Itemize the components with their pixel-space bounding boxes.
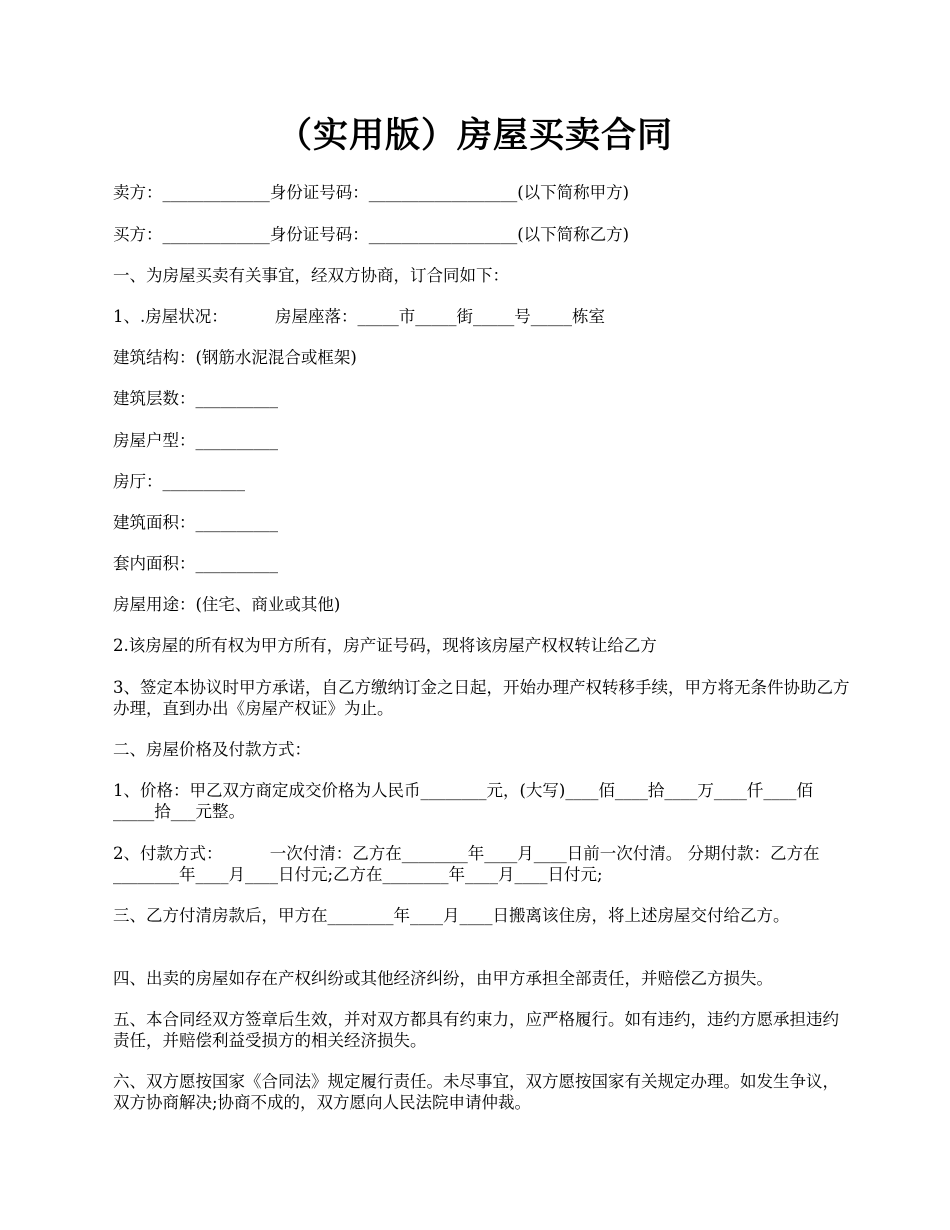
house-status-line: 1、.房屋状况： 房屋座落：_____市_____街_____号_____栋室	[113, 307, 605, 326]
inner-area-line: 套内面积：__________	[113, 554, 278, 573]
buyer-line: 买方：_____________身份证号码：__________________(以下简称乙方)	[113, 225, 630, 244]
section-five-clause: 五、本合同经双方签章后生效，并对双方都具有约束力，应严格履行。如有违约，违约方愿承担违约责任，并赔偿利益受损方的相关经济损失。	[113, 1010, 839, 1050]
section-one-heading: 一、为房屋买卖有关事宜，经双方协商，订合同如下：	[113, 266, 509, 285]
section-six-clause: 六、双方愿按国家《合同法》规定履行责任。未尽事宜，双方愿按国家有关规定办理。如发生争议，双方协商解决;协商不成的，双方愿向人民法院申请仲裁。	[113, 1072, 839, 1112]
room-hall-line: 房厅：__________	[113, 472, 245, 491]
price-clause: 1、价格：甲乙双方商定成交价格为人民币________元，(大写)____佰____拾____万____仟____佰_____拾___元整。	[113, 781, 813, 821]
building-floors-line: 建筑层数：__________	[113, 389, 278, 408]
payment-method-clause: 2、付款方式： 一次付清：乙方在________年____月____日前一次付清。 分期付款：乙方在________年____月____日付元;乙方在________年____月____日付元;	[113, 844, 820, 884]
commitment-clause: 3、签定本协议时甲方承诺，自乙方缴纳订金之日起，开始办理产权转移手续，甲方将无条件协助乙方办理，直到办出《房屋产权证》为止。	[113, 678, 850, 718]
section-three-clause: 三、乙方付清房款后，甲方在________年____月____日搬离该住房，将上述房屋交付给乙方。	[113, 906, 790, 925]
building-area-line: 建筑面积：__________	[113, 513, 278, 532]
section-four-clause: 四、出卖的房屋如存在产权纠纷或其他经济纠纷，由甲方承担全部责任，并赔偿乙方损失。	[113, 969, 773, 988]
section-two-heading: 二、房屋价格及付款方式：	[113, 740, 311, 759]
house-usage-line: 房屋用途：(住宅、商业或其他)	[113, 595, 341, 614]
house-type-line: 房屋户型：__________	[113, 431, 278, 450]
document-title: （实用版）房屋买卖合同	[276, 115, 673, 156]
building-structure-line: 建筑结构：(钢筋水泥混合或框架)	[113, 348, 357, 367]
seller-line: 卖方：_____________身份证号码：__________________(以下简称甲方)	[113, 183, 630, 202]
ownership-clause: 2.该房屋的所有权为甲方所有，房产证号码，现将该房屋产权权转让给乙方	[113, 636, 657, 655]
